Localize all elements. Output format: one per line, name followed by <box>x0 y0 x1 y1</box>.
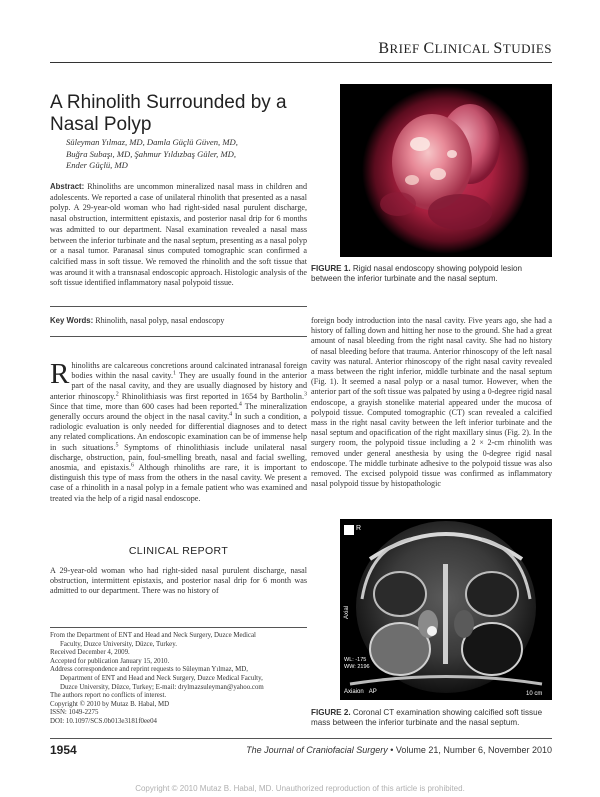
abstract-label: Abstract: <box>50 182 85 191</box>
footnote-line: Address correspondence and reprint requests to Süleyman Yılmaz, MD, <box>50 666 248 674</box>
ct-overlay-window: WL: -175 WW: 2196 <box>344 657 370 670</box>
ct-scan <box>340 519 552 700</box>
ct-scale-label: 10 cm <box>526 691 543 697</box>
abstract-divider <box>50 306 307 307</box>
footnote-line: From the Department of ENT and Head and Neck Surgery, Duzce Medical <box>50 632 256 639</box>
footnote-line: Department of ENT and Head and Neck Surgery, Duzce Medical Faculty, <box>60 674 263 682</box>
figure-2-ct-image <box>340 519 552 700</box>
authors-line: Ender Güçlü, MD <box>66 160 128 170</box>
footnote-line: The authors report no conflicts of interest. <box>50 692 167 700</box>
journal-citation: The Journal of Craniofacial Surgery • Volume 21, Number 6, November 2010 <box>246 745 552 755</box>
footer-rule <box>50 738 552 739</box>
abstract <box>50 182 307 289</box>
footnote-divider <box>50 627 307 628</box>
footnote-line: Received December 4, 2009. <box>50 649 130 657</box>
keywords-label: Key Words: <box>50 316 94 325</box>
clinical-report-continuation: foreign body introduction into the nasal cavity. Five years ago, she had a history of falling down and hitting her nose to the ground. She had a great amount of nasal bleeding from the right nasal cavity. She had no history of nasal bleeding before that trauma. Anterior rhinoscopy of the left nasal cavity was natural. Anterior rhinoscopy of the right nasal cavity revealed a mass between the right inferior, middle turbinate and the nasal septum (Fig. 1). It seemed a nasal polyp or a nasal tumor. However, when the anterior part of the soft tissue was palpated by using a 0-degree rigid nasal endoscope, a grayish stonelike material appeared under the mucosa of polypoid tissue. Computed tomographic (CT) scan revealed a calcified mass in the right nasal cavity between the left inferior turbinate and the nasal septum and opacification of the right maxillary sinus (Fig. 2). In the surgery room, the polypoid tissue including a 2 × 2-cm rhinolith was removed under general anesthesia by using the 0-degree rigid nasal endoscope. The middle turbinate adhesive to the polypoid tissue was also removed. The excised polypoid tissue was confirmed as inflammatory nasal polypoid tissue by histopathologic <box>311 316 552 489</box>
abstract-text: Rhinoliths are uncommon mineralized nasal mass in children and adolescents. We reported a case of unilateral rhinolith that presented as a nasal polyp. A 29-year-old woman who had right-sided nasal purulent discharge, nasal obstruction, intermittent epistaxis, and posterior nasal drip for 6 months was admitted to our department. Nasal examination revealed a nasal mass between the inferior turbinate and the nasal septum, presenting as a nasal polyp or a nasal tumor. Paranasal sinus computed tomographic scan confirmed a calcified mass in soft tissue. We removed the rhinolith and the soft tissue that was around it with a transnasal endoscopic approach. Histologic analysis of the soft tissue identified inflammatory nasal polypoid tissue. <box>50 182 307 288</box>
authors-line: Buğra Subaşı, MD, Şahmur Yıldızbaş Güler, MD, <box>66 148 236 159</box>
keywords-text: Rhinolith, nasal polyp, nasal endoscopy <box>95 316 225 325</box>
keywords <box>50 316 307 327</box>
figure-1-label: FIGURE 1. <box>311 264 351 273</box>
figure-1-caption: FIGURE 1. Rigid nasal endoscopy showing polypoid lesion between the inferior turbinate and the nasal septum. <box>311 264 523 283</box>
figure-2-label: FIGURE 2. <box>311 708 351 717</box>
endoscopy-photo <box>340 84 552 257</box>
ct-overlay-bottom: Axiaion AP <box>344 689 377 695</box>
footnote-line: Faculty, Duzce University, Düzce, Turkey. <box>60 640 177 648</box>
drop-cap: R <box>50 358 70 390</box>
header-rule <box>50 62 552 63</box>
footnote-line: Accepted for publication January 15, 2010. <box>50 657 170 665</box>
ct-overlay-orientation: Axial <box>344 605 350 619</box>
copyright-notice: Copyright © 2010 Mutaz B. Habal, MD. Unauthorized reproduction of this article is prohibited. <box>135 784 465 793</box>
journal-name: The Journal of Craniofacial Surgery <box>246 745 388 755</box>
section-header: BRIEF CLINICAL STUDIES <box>378 40 552 57</box>
footnote-line: Copyright © 2010 by Mutaz B. Habal, MD <box>50 700 170 708</box>
authors-line: Süleyman Yılmaz, MD, Damla Güçlü Güven, MD, <box>66 137 238 147</box>
footnote-line: ISSN: 1049-2275 <box>50 709 99 717</box>
ct-overlay-side-marker: R <box>356 525 362 532</box>
introduction-paragraph: Rhinoliths are calcareous concretions around calcinated intranasal foreign bodies within the nasal cavity.$^1$ They are usually found in the anterior part of the nasal cavity, and they are usually diagnosed by history and anterior rhinoscopy.$^2$ Rhinolithiasis was first reported in 1654 by Bartholin.$^3$ Since that time, more than 600 cases had been reported.$^4$ The mineralization generally occurs around the object in the nasal cavity.$^4$ In such a condition, a radiologic evaluation is only needed for differential diagnoses and to detect any related complications. An endoscopic examination can be of immense help in such situations.$^5$ Symptoms of rhinolithiasis include unilateral nasal discharge, obstruction, pain, foul-smelling breath, nasal and facial swelling, anosmia, and epistaxis.$^6$ Although rhinoliths are rare, it is important to distinguish this type of mass from the others in the nasal cavity. We present a case of a rhinolith in a nasal polyp in a female patient who was examined and treated via the help of a rigid nasal endoscope. <box>50 358 308 503</box>
author-list <box>66 137 306 172</box>
footnote-line: Duzce University, Düzce, Turkey; E-mail: drylmazsuleyman@yahoo.com <box>60 683 264 691</box>
article-title: A Rhinolith Surrounded by a Nasal Polyp <box>50 92 287 135</box>
clinical-report-paragraph: A 29-year-old woman who had right-sided nasal purulent discharge, nasal obstruction, intermittent epistaxis, and posterior nasal drip for 6 month was admitted to our department. There was no history of <box>50 566 307 596</box>
keywords-divider <box>50 336 307 337</box>
figure-2-caption: FIGURE 2. Coronal CT examination showing calcified soft tissue mass between the inferior turbinate and the nasal septum. <box>311 708 543 727</box>
clinical-report-heading: CLINICAL REPORT <box>128 545 229 557</box>
page-number: 1954 <box>50 743 77 757</box>
footnote-line: DOI: 10.1097/SCS.0b013e3181f0ee04 <box>50 717 157 725</box>
figure-1-endoscopy-image <box>340 84 552 257</box>
footnotes <box>50 632 307 727</box>
